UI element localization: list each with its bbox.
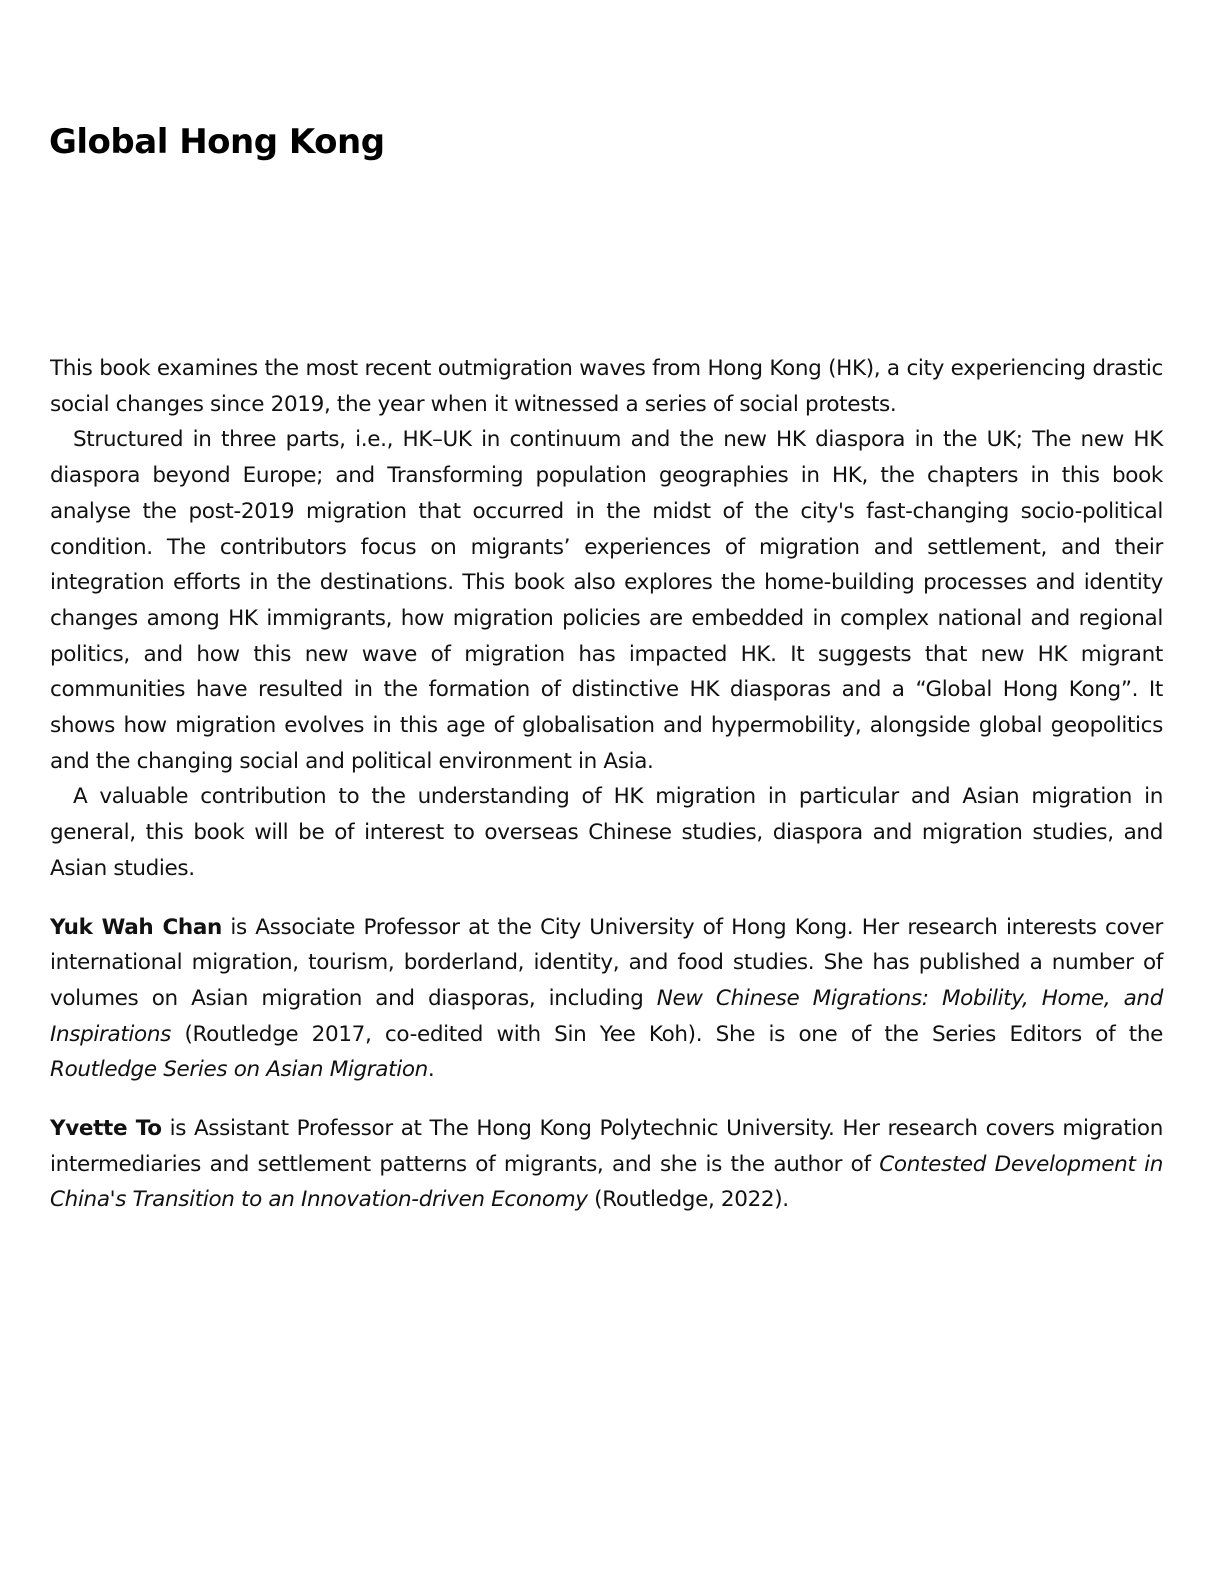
bio-text: (Routledge 2017, co-edited with Sin Yee Koh). She is one of the Series Editors of the [171,1021,1163,1047]
description-paragraph-1: This book examines the most recent outmigration waves from Hong Kong (HK), a city experiencing drastic social changes since 2019, the year when it witnessed a series of social protests. [50,356,1163,417]
description-paragraph-3: A valuable contribution to the understanding of HK migration in particular and Asian migration in general, this book will be of interest to overseas Chinese studies, diaspora and migration studies, and Asian studies. [50,784,1163,881]
author-name: Yvette To [50,1116,162,1142]
series-citation: Routledge Series on Asian Migration [50,1057,428,1083]
author-bio-chan [50,910,1163,1089]
author-name: Yuk Wah Chan [50,914,222,940]
bio-text: (Routledge, 2022). [587,1187,789,1213]
description-paragraph-2: Structured in three parts, i.e., HK–UK in continuum and the new HK diaspora in the UK; The new HK diaspora beyond Europe; and Transforming population geographies in HK, the chapters in this book analyse the post-2019 migration that occurred in the midst of the city's fast-changing socio-political condition. The contributors focus on migrants’ experiences of migration and settlement, and their integration efforts in the destinations. This book also explores the home-building processes and identity changes among HK immigrants, how migration policies are embedded in complex national and regional politics, and how this new wave of migration has impacted HK. It suggests that new HK migrant communities have resulted in the formation of distinctive HK diasporas and a “Global Hong Kong”. It shows how migration evolves in this age of globalisation and hypermobility, alongside global geopolitics and the changing social and political environment in Asia. [50,427,1163,774]
author-bio-to [50,1111,1163,1218]
book-citation: New Chinese Migrations: Mobility, Home, and Inspirations [50,985,1163,1047]
bio-text: is Assistant Professor at The Hong Kong Polytechnic University. Her research covers migration intermediaries and settlement patterns of migrants, and she is the author of [50,1116,1164,1177]
book-citation: Contested Development in China's Transition to an Innovation-driven Economy [50,1151,1163,1213]
bio-text: . [427,1057,435,1083]
book-title: Global Hong Kong [49,122,385,162]
bio-text: is Associate Professor at the City University of Hong Kong. Her research interests cover international migration, tourism, borderland, identity, and food studies. She has published a number of volumes on Asian migration and diasporas, including [50,914,1163,1011]
book-description [50,351,1163,1218]
